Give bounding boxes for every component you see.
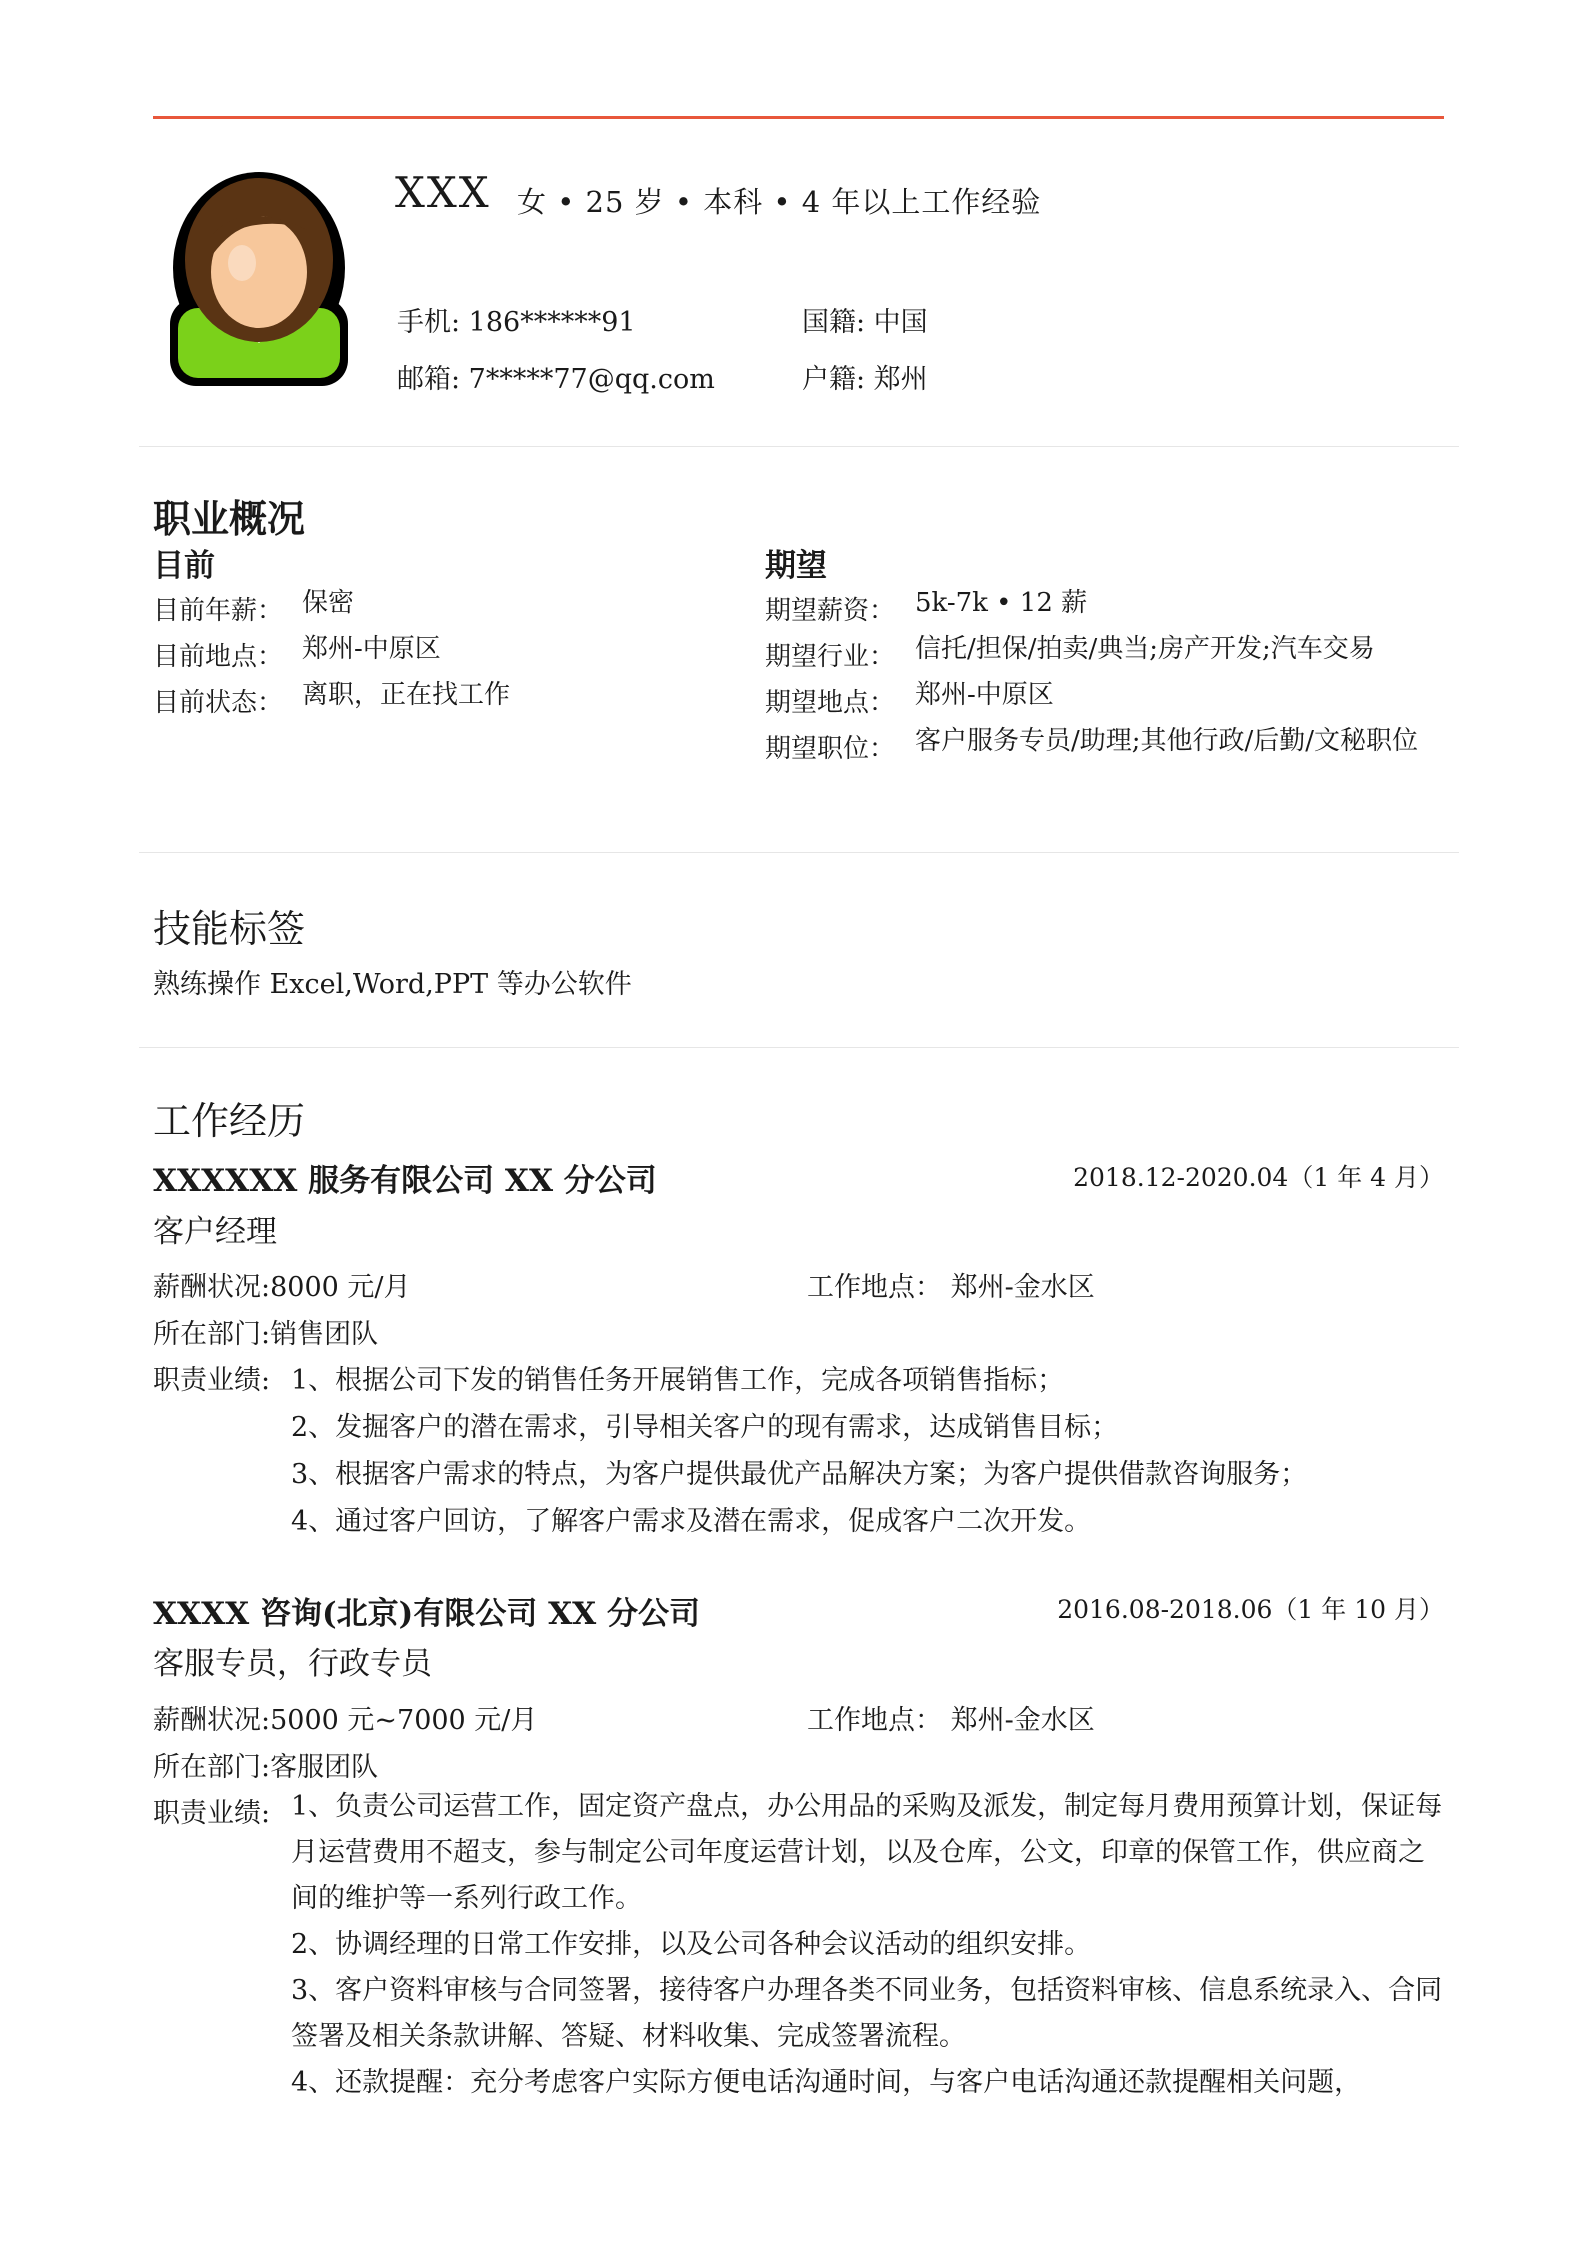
household-field: 户籍: 郑州 [802,364,928,395]
basic-info: 女 • 25 岁 • 本科 • 4 年以上工作经验 [517,185,1042,219]
divider [139,852,1459,853]
expect-industry-label: 期望行业： [765,642,896,672]
job-salary: 薪酬状况:8000 元/月 [153,1272,411,1303]
section-title-work: 工作经历 [153,1099,306,1143]
phone-field: 手机: 186******91 [397,307,636,338]
job-duty-item: 3、客户资料审核与合同签署，接待客户办理各类不同业务，包括资料审核、信息系统录入、合同签署及相关条款讲解、答疑、材料收集、完成签署流程。 [291,1975,1443,2052]
candidate-name: XXX [395,168,491,217]
expect-location-label: 期望地点： [765,688,896,718]
job-duty-label: 职责业绩: [153,1798,271,1829]
job-role: 客服专员，行政专员 [153,1646,432,1682]
divider [139,446,1459,447]
job-duty-item: 2、协调经理的日常工作安排，以及公司各种会议活动的组织安排。 [291,1929,1092,1960]
job-company: XXXX 咨询(北京)有限公司 XX 分公司 [153,1596,701,1632]
expect-position-value: 客户服务专员/助理;其他行政/后勤/文秘职位 [915,726,1419,756]
divider [139,1047,1459,1048]
job-department: 所在部门:客服团队 [153,1752,379,1783]
job-role: 客户经理 [153,1214,277,1250]
job-location: 工作地点： 郑州-金水区 [807,1705,1095,1736]
expect-location-value: 郑州-中原区 [915,680,1054,710]
job-duty-label: 职责业绩: [153,1365,271,1396]
expect-position-label: 期望职位： [765,734,896,764]
job-salary: 薪酬状况:5000 元~7000 元/月 [153,1705,538,1736]
section-title-career: 职业概况 [153,497,306,541]
job-duty-item: 4、还款提醒：充分考虑客户实际方便电话沟通时间，与客户电话沟通还款提醒相关问题， [291,2067,1362,2098]
job-duty-item: 1、负责公司运营工作，固定资产盘点，办公用品的采购及派发，制定每月费用预算计划，保证每月运营费用不超支，参与制定公司年度运营计划，以及仓库，公文，印章的保管工作，供应商之间的维护等一系列行政工作。 [291,1791,1443,1914]
expect-salary-value: 5k-7k • 12 薪 [915,588,1088,618]
job-duty-item: 1、根据公司下发的销售任务开展销售工作，完成各项销售指标； [291,1365,1065,1396]
job-location: 工作地点： 郑州-金水区 [807,1272,1095,1303]
nationality-field: 国籍: 中国 [802,307,928,338]
current-salary-value: 保密 [302,588,355,618]
current-status-label: 目前状态： [153,688,284,718]
job-company: XXXXXX 服务有限公司 XX 分公司 [153,1163,657,1199]
avatar-icon [170,168,348,386]
expect-industry-value: 信托/担保/拍卖/典当;房产开发;汽车交易 [915,634,1375,664]
current-status-value: 离职，正在找工作 [302,680,511,710]
section-title-skills: 技能标签 [153,907,306,951]
job-period: 2016.08-2018.06（1 年 10 月） [1057,1595,1444,1624]
top-accent-rule [153,116,1444,119]
current-heading: 目前 [153,548,215,584]
current-location-value: 郑州-中原区 [302,634,441,664]
email-field: 邮箱: 7*****77@qq.com [397,364,715,395]
job-period: 2018.12-2020.04（1 年 4 月） [1073,1163,1444,1192]
current-salary-label: 目前年薪： [153,596,284,626]
current-location-label: 目前地点： [153,642,284,672]
job-duty-item: 4、通过客户回访，了解客户需求及潜在需求，促成客户二次开发。 [291,1506,1092,1537]
expect-salary-label: 期望薪资： [765,596,896,626]
job-department: 所在部门:销售团队 [153,1319,379,1350]
skills-text: 熟练操作 Excel,Word,PPT 等办公软件 [153,969,632,1000]
expect-heading: 期望 [765,548,827,584]
job-duty-item: 2、发掘客户的潜在需求，引导相关客户的现有需求，达成销售目标； [291,1412,1119,1443]
job-duty-item: 3、根据客户需求的特点，为客户提供最优产品解决方案；为客户提供借款咨询服务； [291,1459,1308,1490]
